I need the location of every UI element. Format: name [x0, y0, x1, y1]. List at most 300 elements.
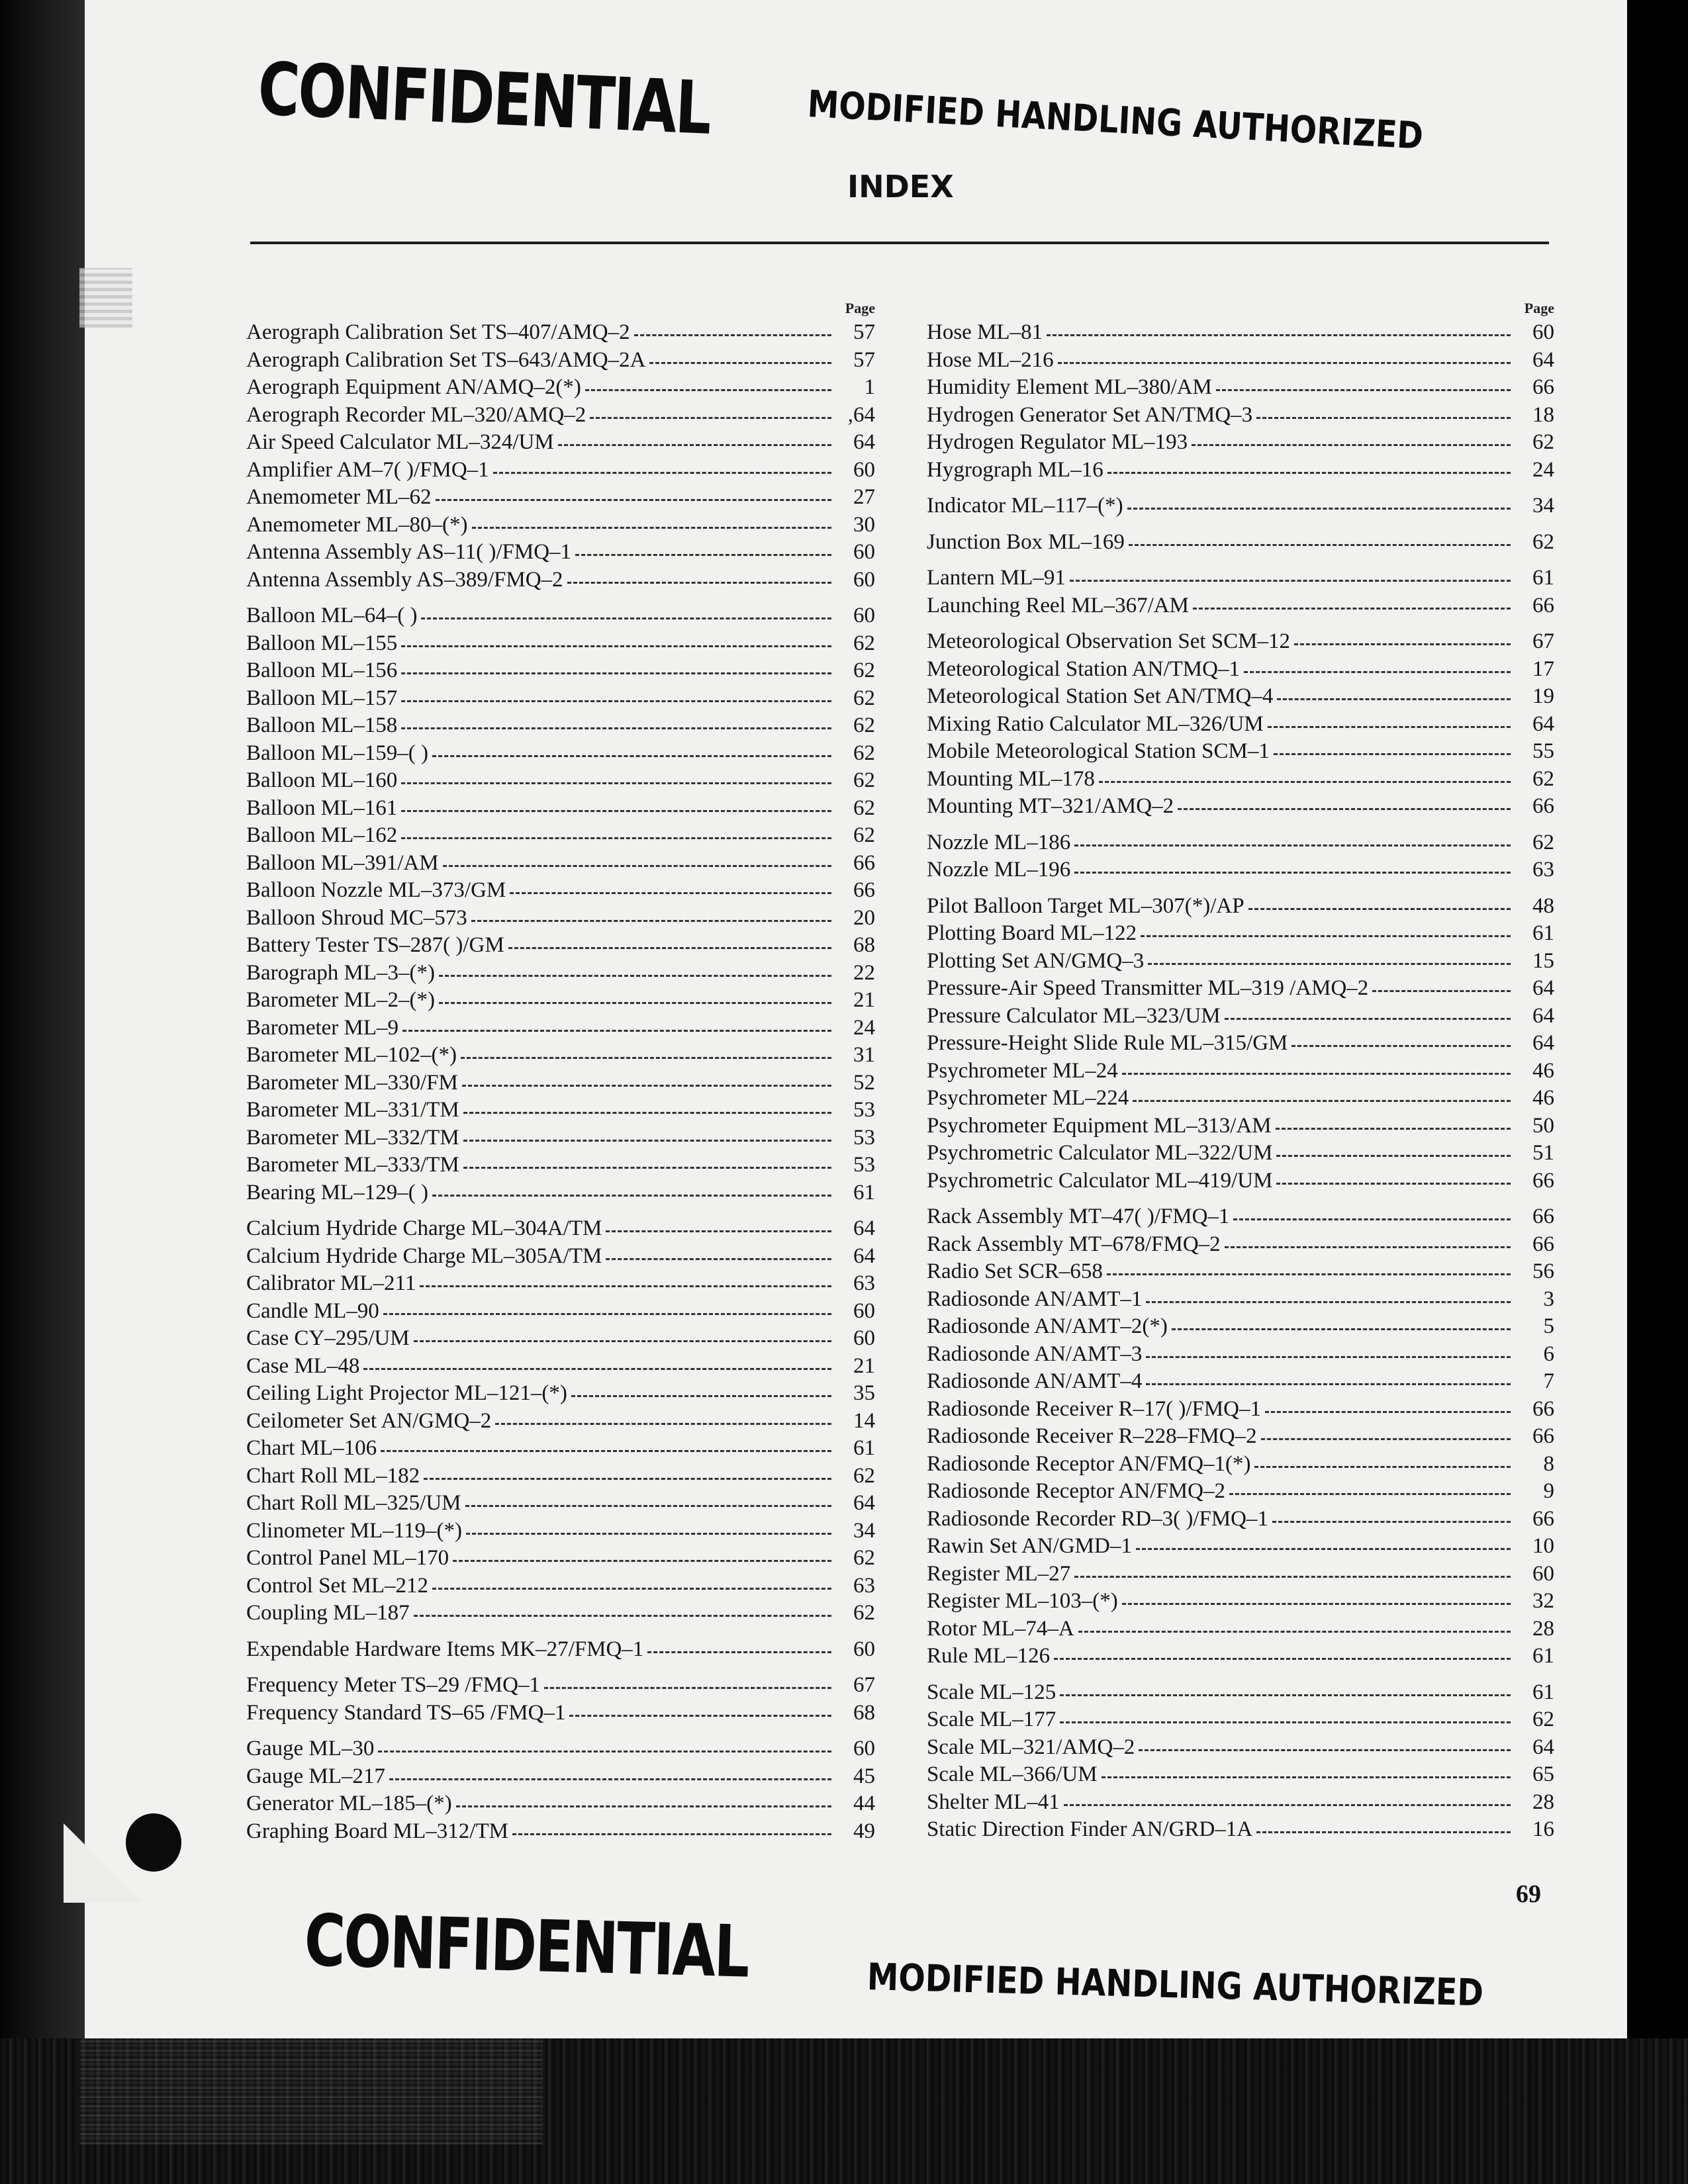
index-entry [927, 1761, 1554, 1789]
leader-dots [462, 1078, 831, 1087]
leader-dots [1294, 637, 1511, 645]
entry-page-number: 64 [853, 1491, 875, 1515]
index-entry [246, 1015, 875, 1042]
leader-dots [1064, 1797, 1511, 1806]
entry-page-number: 65 [1532, 1762, 1554, 1786]
leader-dots [472, 520, 832, 529]
entry-name: Psychrometer ML–224 [927, 1086, 1129, 1110]
entry-page-number: 66 [1532, 1424, 1554, 1448]
leader-dots [1265, 1404, 1511, 1413]
entry-page-number: 19 [1532, 684, 1554, 708]
entry-name: Battery Tester TS–287( )/GM [246, 933, 504, 957]
entry-name: Rack Assembly MT–47( )/FMQ–1 [927, 1205, 1230, 1228]
index-entry [927, 565, 1554, 592]
leader-dots [1277, 692, 1511, 700]
leader-dots [466, 1526, 831, 1535]
entry-name: Balloon ML–156 [246, 659, 398, 682]
entry-name: Psychrometer ML–24 [927, 1058, 1118, 1083]
entry-name: Hygrograph ML–16 [927, 457, 1103, 482]
entry-page-number: ,64 [847, 402, 875, 427]
index-entry [246, 602, 875, 630]
index-entry [246, 1152, 875, 1179]
index-entry [246, 567, 875, 594]
index-entry [246, 905, 875, 933]
entry-page-number: 62 [853, 1546, 875, 1570]
index-entry [246, 539, 875, 567]
index-entry [246, 932, 875, 960]
index-entry [246, 1600, 875, 1627]
entry-page-number: 48 [1532, 893, 1554, 918]
leader-dots [401, 666, 831, 674]
index-entry [927, 738, 1554, 766]
leader-dots [571, 1388, 831, 1397]
index-entry [927, 893, 1554, 921]
index-column-right [927, 298, 1554, 1844]
index-entry [927, 1085, 1554, 1113]
leader-dots [401, 776, 831, 784]
index-entry [927, 1113, 1554, 1140]
entry-page-number: 60 [853, 1298, 875, 1323]
entry-name: Antenna Assembly AS–389/FMQ–2 [246, 567, 563, 592]
entry-page-number: 21 [853, 988, 875, 1012]
entry-page-number: 62 [853, 823, 875, 847]
entry-page-number: 35 [853, 1381, 875, 1405]
leader-dots [1146, 1349, 1511, 1358]
leader-dots [1248, 901, 1511, 910]
entry-name: Antenna Assembly AS–11( )/FMQ–1 [246, 540, 572, 564]
entry-name: Scale ML–125 [927, 1680, 1056, 1704]
entry-page-number: 66 [1532, 1506, 1554, 1531]
entry-name: Case CY–295/UM [246, 1326, 410, 1350]
entry-page-number: 64 [1532, 1003, 1554, 1028]
entry-page-number: 62 [853, 1601, 875, 1625]
entry-page-number: 64 [1532, 347, 1554, 372]
leader-dots [414, 1334, 831, 1342]
leader-dots [424, 1471, 831, 1480]
index-entry [246, 1124, 875, 1152]
index-entry [927, 975, 1554, 1003]
entry-name: Control Set ML–212 [246, 1573, 429, 1598]
entry-page-number: 24 [1532, 457, 1554, 482]
leader-dots [1139, 1743, 1511, 1751]
leader-dots [1268, 719, 1511, 728]
index-entry [246, 1435, 875, 1463]
index-entry [927, 347, 1554, 375]
entry-page-number: 10 [1532, 1534, 1554, 1558]
leader-dots [1122, 1066, 1511, 1075]
entry-name: Rotor ML–74–A [927, 1616, 1074, 1641]
entry-page-number: 68 [853, 933, 875, 957]
entry-page-number: 61 [1532, 1644, 1554, 1668]
entry-name: Balloon ML–162 [246, 823, 398, 847]
leader-dots [1244, 664, 1511, 673]
entry-page-number: 62 [853, 796, 875, 820]
entry-name: Radiosonde Receptor AN/FMQ–1(*) [927, 1451, 1251, 1476]
leader-dots [432, 1188, 831, 1197]
entry-name: Balloon Nozzle ML–373/GM [246, 878, 506, 902]
entry-page-number: 62 [1532, 430, 1554, 454]
entry-page-number: 46 [1532, 1058, 1554, 1083]
leader-dots [649, 355, 831, 364]
entry-name: Mounting MT–321/AMQ–2 [927, 794, 1174, 818]
entry-page-number: 27 [853, 485, 875, 509]
entry-page-number: 62 [853, 686, 875, 710]
leader-dots [402, 1023, 831, 1032]
index-entry [246, 402, 875, 430]
entry-page-number: 66 [1532, 794, 1554, 818]
entry-name: Chart Roll ML–325/UM [246, 1491, 461, 1515]
index-entry [246, 767, 875, 795]
entry-page-number: 8 [1543, 1451, 1554, 1476]
confidential-stamp-top: CONFIDENTIAL [256, 46, 712, 151]
entry-page-number: 57 [853, 320, 875, 344]
index-entry [246, 512, 875, 539]
entry-page-number: 66 [1532, 375, 1554, 399]
entry-page-number: 45 [853, 1764, 875, 1788]
entry-page-number: 22 [853, 960, 875, 985]
entry-page-number: 51 [1532, 1141, 1554, 1165]
index-entry [246, 657, 875, 685]
entry-name: Static Direction Finder AN/GRD–1A [927, 1817, 1253, 1841]
index-entry [927, 1058, 1554, 1085]
entry-name: Graphing Board ML–312/TM [246, 1819, 508, 1843]
leader-dots [1256, 410, 1511, 419]
index-entry [246, 1518, 875, 1545]
index-entry [927, 856, 1554, 884]
index-entry [246, 1097, 875, 1124]
entry-page-number: 21 [853, 1353, 875, 1378]
entry-page-number: 67 [1532, 629, 1554, 653]
entry-page-number: 46 [1532, 1086, 1554, 1110]
index-entry [927, 457, 1554, 484]
index-entry [927, 1533, 1554, 1561]
entry-name: Barometer ML–333/TM [246, 1153, 459, 1177]
index-entry [927, 1643, 1554, 1670]
entry-page-number: 60 [853, 1637, 875, 1661]
entry-page-number: 52 [853, 1070, 875, 1095]
entry-page-number: 55 [1532, 739, 1554, 763]
leader-dots [1291, 1038, 1511, 1047]
page-number: 69 [1516, 1880, 1541, 1908]
index-entry [927, 1140, 1554, 1167]
entry-name: Barometer ML–2–(*) [246, 988, 435, 1012]
index-entry [927, 1396, 1554, 1424]
index-entry [246, 1735, 875, 1763]
leader-dots [453, 1553, 831, 1562]
index-entry [927, 1451, 1554, 1479]
index-entry [927, 429, 1554, 457]
entry-page-number: 62 [853, 631, 875, 655]
leader-dots [1107, 465, 1511, 474]
entry-name: Balloon ML–161 [246, 796, 398, 820]
index-list-right [927, 319, 1554, 1844]
entry-page-number: 62 [853, 659, 875, 682]
confidential-stamp-bottom: CONFIDENTIAL [303, 1899, 749, 1994]
index-entry [927, 1561, 1554, 1588]
leader-dots [1192, 437, 1511, 446]
entry-name: Radiosonde Receiver R–228–FMQ–2 [927, 1424, 1257, 1448]
leader-dots [1122, 1596, 1511, 1605]
entry-name: Radiosonde Receiver R–17( )/FMQ–1 [927, 1396, 1262, 1421]
leader-dots [508, 940, 831, 949]
leader-dots [383, 1306, 831, 1315]
index-entry [246, 1463, 875, 1490]
index-entry [927, 1789, 1554, 1817]
entry-name: Radiosonde AN/AMT–2(*) [927, 1314, 1168, 1338]
leader-dots [1372, 983, 1511, 992]
entry-page-number: 64 [1532, 976, 1554, 1000]
index-entry [246, 1380, 875, 1408]
leader-dots [401, 721, 831, 729]
entry-name: Aerograph Calibration Set TS–643/AMQ–2A [246, 347, 646, 372]
leader-dots [456, 1799, 831, 1807]
entry-name: Balloon Shroud MC–573 [246, 905, 467, 930]
entry-name: Radio Set SCR–658 [927, 1259, 1103, 1283]
entry-page-number: 28 [1532, 1790, 1554, 1814]
entry-page-number: 60 [853, 540, 875, 564]
index-entry [927, 1313, 1554, 1341]
leader-dots [1256, 1825, 1511, 1833]
index-entry [927, 1588, 1554, 1615]
index-entry [246, 1215, 875, 1243]
entry-page-number: 60 [1532, 1561, 1554, 1586]
entry-page-number: 20 [853, 905, 875, 930]
index-entry [927, 829, 1554, 857]
index-entry [246, 1042, 875, 1069]
entry-page-number: 61 [853, 1436, 875, 1460]
index-entry [927, 1615, 1554, 1643]
index-entry [246, 877, 875, 905]
entry-name: Amplifier AM–7( )/FMQ–1 [246, 457, 489, 482]
leader-dots [463, 1160, 831, 1169]
index-entry [246, 347, 875, 375]
index-entry [927, 319, 1554, 347]
modified-handling-stamp-bottom: MODIFIED HANDLING AUTHORIZED [867, 1956, 1484, 2015]
index-entry [246, 1763, 875, 1791]
index-entry [246, 1572, 875, 1600]
index-entry [927, 948, 1554, 976]
index-column-left [246, 298, 875, 1845]
entry-name: Rule ML–126 [927, 1644, 1051, 1668]
entry-name: Chart ML–106 [246, 1436, 377, 1460]
entry-name: Hydrogen Regulator ML–193 [927, 430, 1188, 454]
entry-name: Barometer ML–332/TM [246, 1125, 459, 1150]
entry-name: Radiosonde Receptor AN/FMQ–2 [927, 1479, 1225, 1503]
entry-name: Meteorological Observation Set SCM–12 [927, 629, 1291, 653]
entry-page-number: 15 [1532, 948, 1554, 973]
entry-name: Balloon ML–159–( ) [246, 741, 428, 765]
index-entry [246, 712, 875, 740]
entry-name: Calibrator ML–211 [246, 1271, 416, 1295]
leader-dots [1074, 1569, 1511, 1578]
entry-name: Ceiling Light Projector ML–121–(*) [246, 1381, 567, 1405]
entry-page-number: 34 [853, 1518, 875, 1543]
index-entry [927, 492, 1554, 520]
entry-page-number: 1 [864, 375, 875, 399]
entry-page-number: 53 [853, 1098, 875, 1122]
leader-dots [1136, 1541, 1511, 1550]
entry-name: Scale ML–177 [927, 1707, 1056, 1731]
entry-name: Barograph ML–3–(*) [246, 960, 436, 985]
entry-name: Generator ML–185–(*) [246, 1792, 452, 1815]
index-entry [927, 1423, 1554, 1451]
entry-page-number: 68 [853, 1700, 875, 1725]
entry-page-number: 18 [1532, 402, 1554, 427]
leader-dots [1225, 1240, 1511, 1248]
entry-name: Register ML–103–(*) [927, 1589, 1118, 1613]
entry-page-number: 60 [1532, 320, 1554, 344]
index-entry [927, 920, 1554, 948]
leader-dots [389, 1772, 831, 1780]
entry-page-number: 24 [853, 1015, 875, 1040]
leader-dots [1225, 1011, 1511, 1020]
leader-dots [575, 547, 831, 556]
entry-page-number: 61 [1532, 1680, 1554, 1704]
entry-name: Pilot Balloon Target ML–307(*)/AP [927, 893, 1244, 918]
index-entry [246, 740, 875, 768]
page-column-header: Page [1524, 300, 1554, 316]
entry-name: Rawin Set AN/GMD–1 [927, 1534, 1132, 1558]
entry-page-number: 64 [1532, 711, 1554, 736]
leader-dots [471, 913, 831, 922]
index-entry [246, 484, 875, 512]
entry-page-number: 61 [853, 1180, 875, 1205]
entry-name: Anemometer ML–62 [246, 485, 432, 509]
entry-page-number: 28 [1532, 1616, 1554, 1641]
entry-name: Anemometer ML–80–(*) [246, 512, 468, 537]
index-entry [246, 1179, 875, 1207]
entry-name: Control Panel ML–170 [246, 1546, 449, 1570]
entry-page-number: 60 [853, 604, 875, 627]
index-entry [246, 1408, 875, 1435]
entry-name: Bearing ML–129–( ) [246, 1180, 428, 1205]
entry-name: Barometer ML–331/TM [246, 1098, 459, 1122]
index-entry [246, 1672, 875, 1700]
scan-artifact [79, 2038, 543, 2144]
leader-dots [1276, 1121, 1511, 1130]
entry-page-number: 30 [853, 512, 875, 537]
leader-dots [1074, 865, 1511, 874]
leader-dots [1129, 537, 1511, 546]
index-entry [927, 1231, 1554, 1259]
entry-name: Scale ML–321/AMQ–2 [927, 1735, 1135, 1759]
entry-page-number: 64 [853, 1216, 875, 1240]
index-entry [927, 1478, 1554, 1506]
entry-page-number: 6 [1543, 1342, 1554, 1366]
title-divider [250, 242, 1549, 244]
entry-page-number: 44 [853, 1792, 875, 1815]
leader-dots [1272, 1514, 1511, 1523]
leader-dots [544, 1680, 831, 1689]
index-entry [246, 1790, 875, 1818]
leader-dots [606, 1224, 831, 1232]
entry-name: Meteorological Station AN/TMQ–1 [927, 657, 1240, 681]
entry-name: Case ML–48 [246, 1353, 360, 1378]
index-entry [246, 1325, 875, 1353]
entry-page-number: 31 [853, 1043, 875, 1067]
leader-dots [1047, 328, 1511, 336]
leader-dots [1276, 1148, 1511, 1157]
entry-name: Lantern ML–91 [927, 566, 1066, 590]
index-entry [246, 1700, 875, 1727]
entry-name: Hydrogen Generator Set AN/TMQ–3 [927, 402, 1253, 427]
leader-dots [1070, 573, 1511, 582]
index-entry [246, 795, 875, 823]
hole-punch-mark [126, 1813, 181, 1872]
leader-dots [1054, 1651, 1511, 1660]
entry-name: Calcium Hydride Charge ML–305A/TM [246, 1244, 602, 1268]
leader-dots [465, 1498, 831, 1507]
entry-page-number: 66 [1532, 593, 1554, 617]
leader-dots [1060, 1715, 1511, 1723]
entry-page-number: 56 [1532, 1259, 1554, 1283]
leader-dots [421, 611, 831, 619]
index-entry [246, 457, 875, 484]
index-entry [927, 628, 1554, 656]
entry-name: Hose ML–216 [927, 347, 1054, 372]
scan-smudge [79, 268, 132, 328]
entry-page-number: 3 [1543, 1287, 1554, 1311]
leader-dots [510, 886, 831, 894]
entry-page-number: 66 [853, 850, 875, 875]
entry-name: Balloon ML–157 [246, 686, 398, 710]
leader-dots [1146, 1377, 1511, 1385]
entry-name: Mounting ML–178 [927, 766, 1095, 791]
entry-name: Aerograph Calibration Set TS–407/AMQ–2 [246, 320, 630, 344]
entry-name: Barometer ML–102–(*) [246, 1043, 457, 1067]
entry-name: Register ML–27 [927, 1561, 1071, 1586]
entry-name: Gauge ML–30 [246, 1737, 375, 1760]
leader-dots [1102, 1770, 1511, 1778]
leader-dots [634, 328, 831, 336]
index-entry [927, 1734, 1554, 1762]
entry-name: Indicator ML–117–(*) [927, 494, 1123, 518]
entry-page-number: 60 [853, 1737, 875, 1760]
leader-dots [569, 1708, 831, 1717]
entry-name: Scale ML–366/UM [927, 1762, 1098, 1786]
index-entry [927, 1286, 1554, 1314]
index-entry [927, 1816, 1554, 1844]
entry-name: Balloon ML–155 [246, 631, 398, 655]
leader-dots [1261, 1432, 1511, 1440]
entry-page-number: 63 [1532, 858, 1554, 882]
entry-page-number: 62 [853, 713, 875, 737]
index-entry [927, 374, 1554, 402]
entry-name: Barometer ML–330/FM [246, 1070, 458, 1095]
index-entry [246, 1818, 875, 1846]
leader-dots [606, 1251, 831, 1260]
leader-dots [363, 1361, 831, 1370]
leader-dots [461, 1050, 831, 1059]
index-entry [927, 766, 1554, 794]
entry-name: Candle ML–90 [246, 1298, 379, 1323]
entry-page-number: 64 [1532, 1735, 1554, 1759]
entry-name: Aerograph Equipment AN/AMQ–2(*) [246, 375, 581, 399]
index-entry [927, 1679, 1554, 1707]
entry-page-number: 9 [1543, 1479, 1554, 1503]
leader-dots [401, 639, 831, 647]
leader-dots [1078, 1624, 1511, 1633]
leader-dots [1133, 1093, 1511, 1102]
index-entry [246, 1270, 875, 1298]
leader-dots [1141, 929, 1511, 937]
entry-page-number: 63 [853, 1271, 875, 1295]
entry-page-number: 5 [1543, 1314, 1554, 1338]
index-entry [246, 1636, 875, 1664]
leader-dots [1233, 1212, 1511, 1220]
entry-name: Humidity Element ML–380/AM [927, 375, 1212, 399]
entry-name: Coupling ML–187 [246, 1601, 410, 1625]
